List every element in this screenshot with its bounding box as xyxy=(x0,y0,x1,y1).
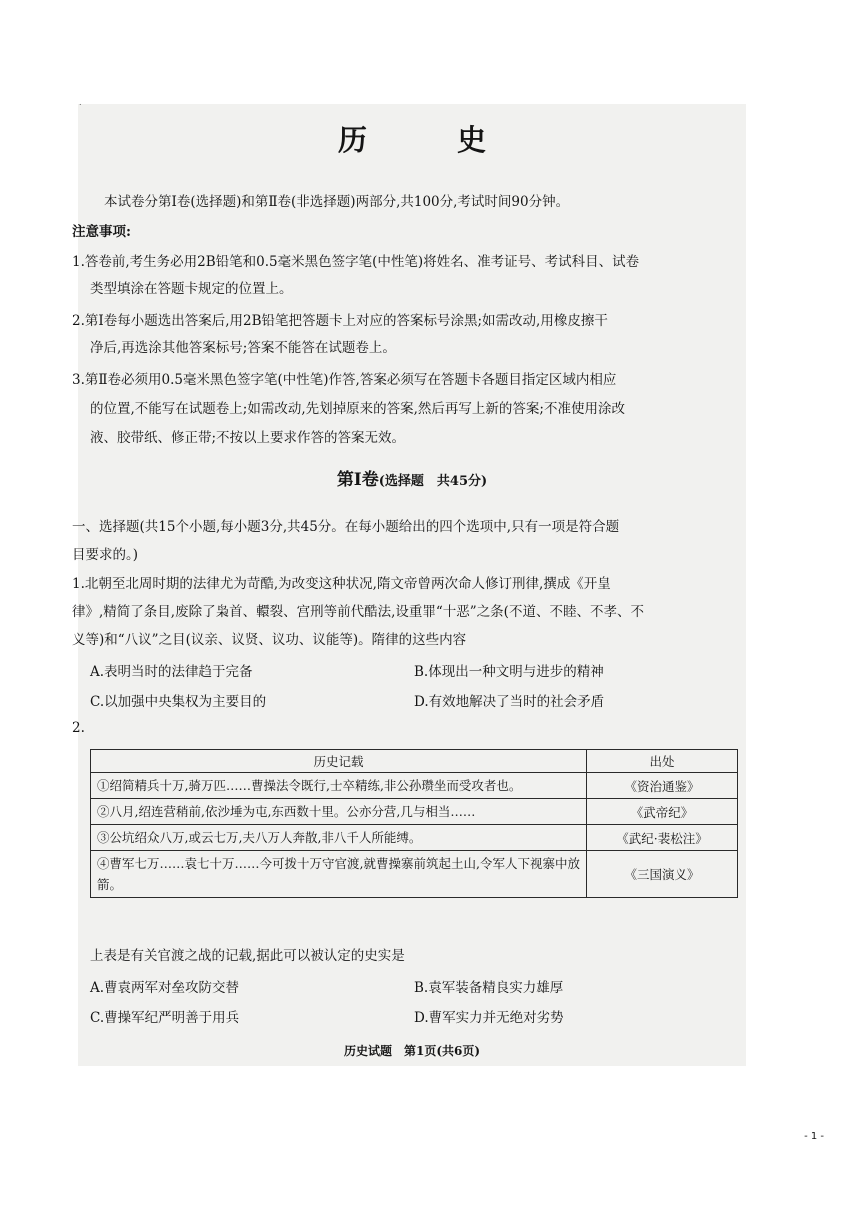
scanned-exam-page xyxy=(72,104,746,1066)
table-cell-record: ③公坑绍众八万,或云七万,夫八万人奔散,非八千人所能缚。 xyxy=(91,825,587,851)
table-cell-record: ①绍简精兵十万,骑万匹……曹操法令既行,士卒精练,非公孙瓒坐而受攻者也。 xyxy=(91,773,587,799)
table-cell-source: 《资治通鉴》 xyxy=(587,773,738,799)
question-2-option-a: A.曹袁两军对垒攻防交替 xyxy=(90,980,240,996)
table-cell-source: 《武帝纪》 xyxy=(587,799,738,825)
notice-line: 液、胶带纸、修正带;不按以上要求作答的答案无效。 xyxy=(90,430,406,446)
question-2-option-c: C.曹操军纪严明善于用兵 xyxy=(90,1010,240,1026)
table-row xyxy=(91,773,738,799)
table-row xyxy=(91,825,738,851)
section-title-main: 第Ⅰ卷 xyxy=(336,470,379,490)
question-1-option-a: A.表明当时的法律趋于完备 xyxy=(90,664,253,680)
section-title-sub: (选择题 共45分) xyxy=(378,474,488,489)
table-cell-source: 《武纪·裴松注》 xyxy=(587,825,738,851)
history-records-table xyxy=(90,749,738,898)
scan-artifact: ˙ xyxy=(78,104,83,114)
question-1-stem: 1.北朝至北周时期的法律尤为苛酷,为改变这种状况,隋文帝曾两次命人修订刑律,撰成《开皇 xyxy=(72,576,611,592)
page-footer: 历史试题 第1页(共6页) xyxy=(343,1044,481,1058)
table-row xyxy=(91,799,738,825)
part-heading: 一、选择题(共15个小题,每小题3分,共45分。在每小题给出的四个选项中,只有一项是符合题 xyxy=(72,519,620,535)
table-cell-record: ②八月,绍连营稍前,依沙埵为屯,东西数十里。公亦分营,几与相当…… xyxy=(91,799,587,825)
question-2-stem: 上表是有关官渡之战的记载,据此可以被认定的史实是 xyxy=(90,948,405,964)
question-1-option-b: B.体现出一种文明与进步的精神 xyxy=(414,664,604,680)
part-heading: 目要求的。) xyxy=(72,547,139,563)
exam-title: 历 史 xyxy=(337,123,527,157)
page-number: - 1 - xyxy=(804,1131,824,1142)
question-1-option-d: D.有效地解决了当时的社会矛盾 xyxy=(414,694,605,710)
notice-line: 类型填涂在答题卡规定的位置上。 xyxy=(90,281,293,297)
table-row xyxy=(91,851,738,898)
table-header-record: 历史记载 xyxy=(91,750,587,773)
section-title xyxy=(78,465,746,490)
table-cell-source: 《三国演义》 xyxy=(587,851,738,898)
notice-line: 2.第Ⅰ卷每小题选出答案后,用2B铅笔把答题卡上对应的答案标号涂黑;如需改动,用橡皮擦干 xyxy=(72,313,608,329)
table-cell-record: ④曹军七万……袁七十万……今可拨十万守官渡,就曹操寨前筑起土山,令军人下视寨中放箭。 xyxy=(91,851,587,898)
table-header-row xyxy=(91,750,738,773)
question-1-stem: 义等)和“八议”之目(议亲、议贤、议功、议能等)。隋律的这些内容 xyxy=(72,632,467,648)
question-2-option-b: B.袁军装备精良实力雄厚 xyxy=(414,980,564,996)
question-2-option-d: D.曹军实力并无绝对劣势 xyxy=(414,1010,564,1026)
notice-heading: 注意事项: xyxy=(72,224,131,240)
notice-line: 净后,再选涂其他答案标号;答案不能答在试题卷上。 xyxy=(90,340,396,356)
question-1-option-c: C.以加强中央集权为主要目的 xyxy=(90,694,267,710)
notice-line: 的位置,不能写在试题卷上;如需改动,先划掉原来的答案,然后再写上新的答案;不准使用涂改 xyxy=(90,401,625,417)
notice-line: 3.第Ⅱ卷必须用0.5毫米黑色签字笔(中性笔)作答,答案必须写在答题卡各题目指定区域内相应 xyxy=(72,372,617,388)
question-1-stem: 律》,精简了条目,废除了枭首、轘裂、宫刑等前代酷法,设重罪“十恶”之条(不道、不睦、不孝、不 xyxy=(72,604,644,620)
question-2-number: 2. xyxy=(72,720,85,736)
exam-intro: 本试卷分第Ⅰ卷(选择题)和第Ⅱ卷(非选择题)两部分,共100分,考试时间90分钟。 xyxy=(104,194,570,210)
table-header-source: 出处 xyxy=(587,750,738,773)
notice-line: 1.答卷前,考生务必用2B铅笔和0.5毫米黑色签字笔(中性笔)将姓名、准考证号、考试科目、试卷 xyxy=(72,254,640,270)
